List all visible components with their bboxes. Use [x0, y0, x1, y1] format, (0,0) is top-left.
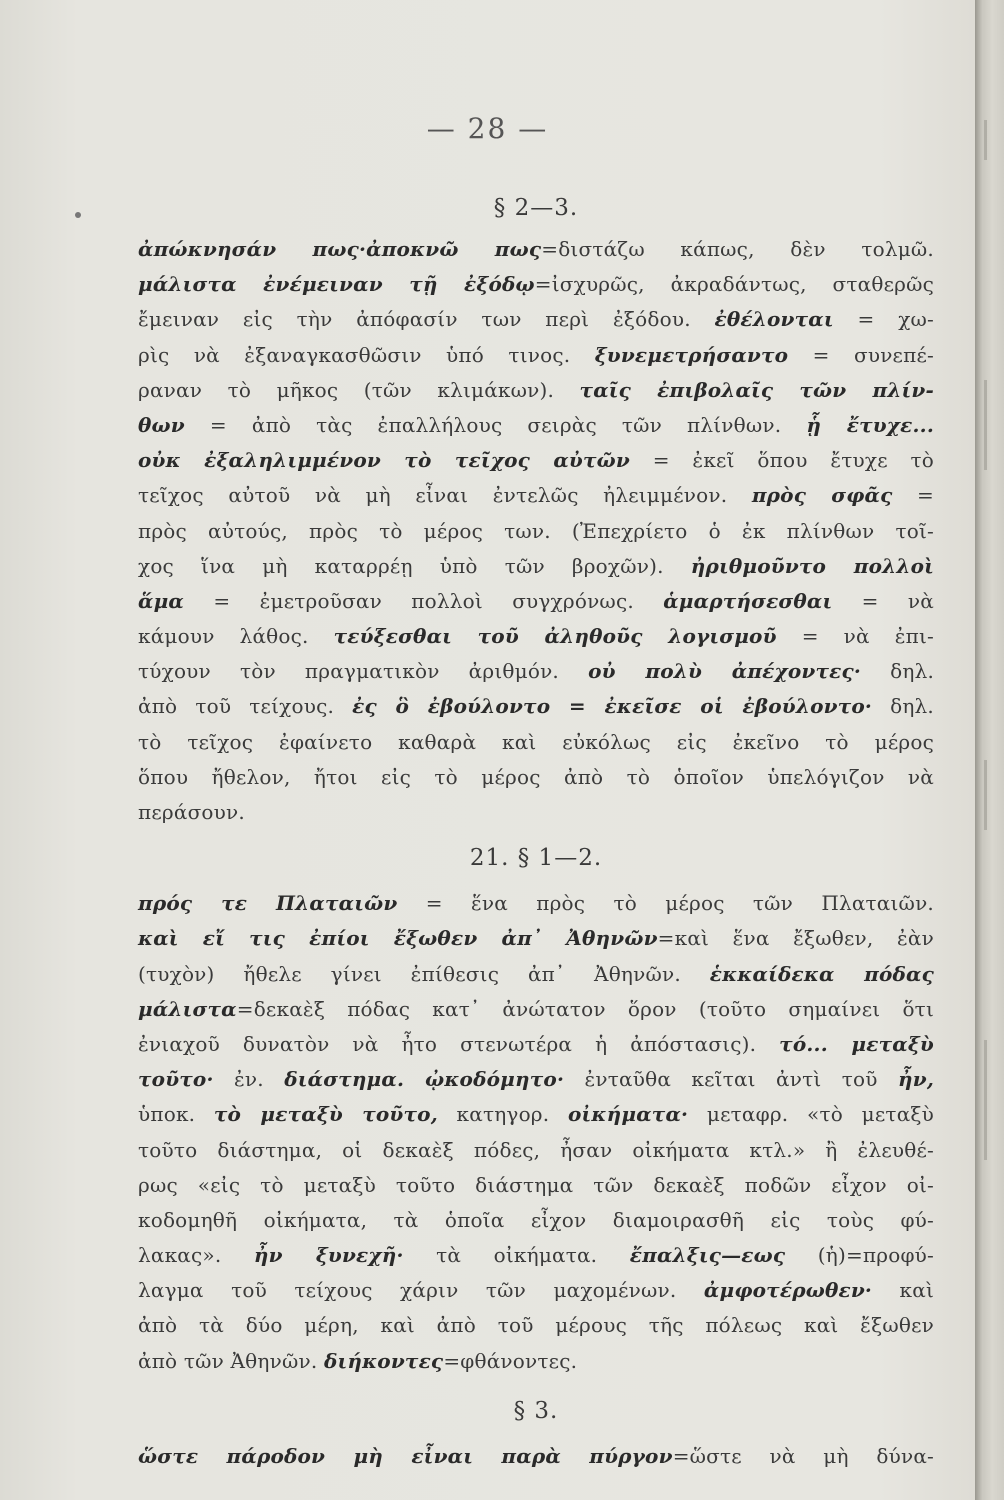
gloss: ραναν τὸ μῆκος (τῶν κλιμάκων).: [138, 377, 580, 402]
lemma: ἁμαρτήσεσθαι: [663, 588, 833, 613]
lemma: ἦν ξυνεχῆ·: [253, 1243, 404, 1268]
gloss: ἀπὸ τῶν Ἀθηνῶν.: [138, 1348, 324, 1373]
text-line: [138, 1273, 934, 1308]
gloss: ὅπου ἤθελον, ἤτοι εἰς τὸ μέρος ἀπὸ τὸ ὁποῖον ὑπελόγιζον νὰ: [138, 764, 934, 789]
gloss: καὶ: [872, 1278, 934, 1303]
lemma: ἀπώκνησάν πως·ἀποκνῶ πως: [138, 237, 542, 261]
commentary-block-c: [138, 1439, 934, 1474]
lemma: ἦν,: [898, 1067, 934, 1092]
text-line: [138, 478, 934, 513]
gloss: =φθάνοντες.: [443, 1348, 578, 1373]
text-line: [138, 957, 934, 992]
page-text: [138, 195, 935, 1474]
text-line: [138, 1097, 934, 1132]
gloss: = ἕνα πρὸς τὸ μέρος τῶν Πλαταιῶν.: [397, 891, 934, 916]
gloss: μεταφρ. «τὸ μεταξὺ: [688, 1102, 934, 1127]
text-line: [138, 1062, 934, 1097]
gloss: = νὰ ἐπι-: [776, 624, 934, 649]
text-line: [138, 795, 934, 830]
text-line: [138, 549, 934, 584]
text-line: [138, 1133, 934, 1168]
lemma: οἰκήματα·: [568, 1102, 689, 1127]
gloss: τοῦτο διάστημα, οἱ δεκαὲξ πόδες, ἦσαν οἰκήματα κτλ.» ἢ ἐλευθέ-: [138, 1137, 934, 1162]
text-line: [138, 654, 934, 689]
commentary-block-b: [138, 886, 934, 1379]
gloss: =ὥστε νὰ μὴ δύνα-: [672, 1443, 934, 1468]
text-line: [138, 1238, 934, 1273]
text-line: [138, 1203, 934, 1238]
gloss: περάσουν.: [138, 800, 245, 824]
lemma: πρὸς σφᾶς: [751, 483, 893, 508]
text-line: [138, 1168, 934, 1203]
text-line: [138, 514, 934, 549]
text-line: [138, 443, 934, 478]
text-line: [138, 619, 934, 654]
gloss: τύχουν τὸν πραγματικὸν ἀριθμόν.: [138, 659, 589, 684]
gloss: τὰ οἰκήματα.: [403, 1243, 630, 1268]
lemma: θων: [138, 412, 185, 437]
gloss: ρὶς νὰ ἐξαναγκασθῶσιν ὑπό τινος.: [138, 342, 595, 367]
gloss: κατηγορ.: [437, 1102, 569, 1127]
text-line: [138, 886, 934, 921]
text-line: [138, 1308, 934, 1343]
section-heading-3: § 3.: [513, 1397, 559, 1424]
lemma: διάστημα. ᾠκοδόμητο·: [284, 1067, 565, 1092]
edge-mark: [984, 760, 987, 830]
text-line: [138, 725, 934, 760]
gloss: = συνεπέ-: [788, 342, 934, 367]
lemma: διήκοντες: [323, 1348, 444, 1373]
gloss: =: [892, 483, 934, 508]
text-line: [138, 584, 934, 619]
gloss: = ἀπὸ τὰς ἐπαλλήλους σειρὰς τῶν πλίνθων.: [184, 412, 807, 437]
gloss: =δεκαὲξ πόδας κατ᾽ ἀνώτατον ὅρον (τοῦτο σημαίνει ὅτι: [236, 996, 934, 1021]
lemma: ἀμφοτέρωθεν·: [703, 1278, 873, 1303]
gloss: δηλ.: [872, 694, 934, 719]
gloss: ἀπὸ τοῦ τείχους.: [138, 694, 353, 719]
gloss: = ἐκεῖ ὅπου ἔτυχε τὸ: [629, 448, 934, 473]
text-line: [138, 1344, 934, 1379]
edge-mark: [984, 120, 987, 160]
lemma: ἐθέλονται: [714, 307, 834, 332]
gloss: τὸ τεῖχος ἐφαίνετο καθαρὰ καὶ εὐκόλως εἰς ἐκεῖνο τὸ μέρος: [138, 729, 934, 754]
gloss: = χω-: [833, 307, 934, 332]
gloss: ἐνιαχοῦ δυνατὸν νὰ ἦτο στενωτέρα ἡ ἀπόστασις).: [138, 1031, 780, 1056]
lemma: τό... μεταξὺ: [779, 1031, 934, 1056]
lemma: τὸ μεταξὺ τοῦτο,: [213, 1102, 438, 1127]
text-line: [138, 338, 934, 373]
gloss: = ἐμετροῦσαν πολλοὶ συγχρόνως.: [184, 588, 664, 613]
lemma: ἅμα: [138, 588, 185, 613]
gloss: λακας».: [138, 1243, 254, 1268]
gloss: (ἡ)=προφύ-: [785, 1243, 934, 1268]
lemma: ἐς ὃ ἐβούλοντο = ἐκεῖσε οἱ ἐβούλοντο·: [352, 694, 873, 719]
text-line: [138, 408, 934, 443]
text-line: [138, 302, 934, 337]
gloss: =καὶ ἕνα ἔξωθεν, ἐὰν: [657, 926, 934, 951]
lemma: ᾗ ἔτυχε...: [806, 412, 934, 437]
edge-mark: [984, 1040, 987, 1160]
gloss: κοδομηθῆ οἰκήματα, τὰ ὁποῖα εἶχον διαμοιρασθῆ εἰς τοὺς φύ-: [138, 1207, 934, 1232]
text-line: [138, 1439, 934, 1474]
lemma: μάλιστα: [138, 996, 237, 1021]
page-number: — 28 —: [426, 112, 549, 145]
text-line: [138, 267, 934, 302]
page-stack-edge: [975, 0, 1004, 1500]
gloss: =ἰσχυρῶς, ἀκραδάντως, σταθερῶς: [534, 272, 934, 297]
lemma: οὐκ ἐξαληλιμμένον τὸ τεῖχος αὐτῶν: [138, 448, 630, 473]
lemma: οὐ πολὺ ἀπέχοντες·: [588, 659, 862, 684]
section-heading-2-3: § 2—3.: [493, 195, 579, 221]
gloss: λαγμα τοῦ τείχους χάριν τῶν μαχομένων.: [138, 1278, 704, 1303]
lemma: ὥστε πάροδον μὴ εἶναι παρὰ πύργον: [138, 1443, 673, 1468]
gloss: (τυχὸν) ἤθελε γίνει ἐπίθεσις ἀπ᾽ Ἀθηνῶν.: [138, 961, 710, 986]
ink-speck: [75, 212, 81, 218]
lemma: ξυνεμετρήσαντο: [594, 342, 789, 367]
gloss: πρὸς αὐτούς, πρὸς τὸ μέρος των. (Ἐπεχρίετο ὁ ἐκ πλίνθων τοῖ-: [138, 518, 934, 543]
gloss: =διστάζω κάπως, δὲν τολμῶ.: [541, 237, 934, 261]
gloss: ὑποκ.: [138, 1102, 214, 1127]
gloss: τεῖχος αὐτοῦ νὰ μὴ εἶναι ἐντελῶς ἠλειμμένον.: [138, 483, 752, 508]
text-line: [138, 373, 934, 408]
lemma: ἔπαλξις—εως: [629, 1243, 786, 1268]
gloss: χος ἵνα μὴ καταρρέῃ ὑπὸ τῶν βροχῶν).: [138, 553, 691, 578]
text-line: [138, 921, 934, 956]
gloss: δηλ.: [861, 659, 935, 684]
lemma: μάλιστα ἐνέμειναν τῇ ἐξόδῳ: [138, 272, 535, 297]
gloss: ἔμειναν εἰς τὴν ἀπόφασίν των περὶ ἐξόδου.: [138, 307, 715, 332]
text-line: [138, 232, 934, 267]
commentary-block-a: [138, 232, 934, 830]
lemma: ἠριθμοῦντο πολλοὶ: [690, 553, 935, 578]
gloss: ρως «εἰς τὸ μεταξὺ τοῦτο διάστημα τῶν δεκαὲξ ποδῶν εἶχον οἰ-: [138, 1172, 934, 1197]
lemma: πρός τε Πλαταιῶν: [138, 891, 398, 916]
gloss: = νὰ: [832, 588, 934, 613]
lemma: τεύξεσθαι τοῦ ἀληθοῦς λογισμοῦ: [333, 624, 777, 649]
text-line: [138, 992, 934, 1027]
text-line: [138, 1027, 934, 1062]
text-line: [138, 760, 934, 795]
text-line: [138, 689, 934, 724]
lemma: καὶ εἴ τις ἐπίοι ἔξωθεν ἀπ᾽ Ἀθηνῶν: [138, 926, 658, 951]
gloss: κάμουν λάθος.: [138, 624, 334, 649]
gloss: ἐνταῦθα κεῖται ἀντὶ τοῦ: [564, 1067, 899, 1092]
lemma: τοῦτο·: [138, 1067, 214, 1092]
lemma: ἑκκαίδεκα πόδας: [709, 961, 934, 986]
lemma: ταῖς ἐπιβολαῖς τῶν πλίν-: [579, 377, 934, 402]
edge-mark: [984, 380, 987, 470]
gloss: ἐν.: [213, 1067, 285, 1092]
gloss: ἀπὸ τὰ δύο μέρη, καὶ ἀπὸ τοῦ μέρους τῆς πόλεως καὶ ἔξωθεν: [138, 1313, 934, 1338]
section-heading-21: 21. § 1—2.: [469, 845, 603, 872]
